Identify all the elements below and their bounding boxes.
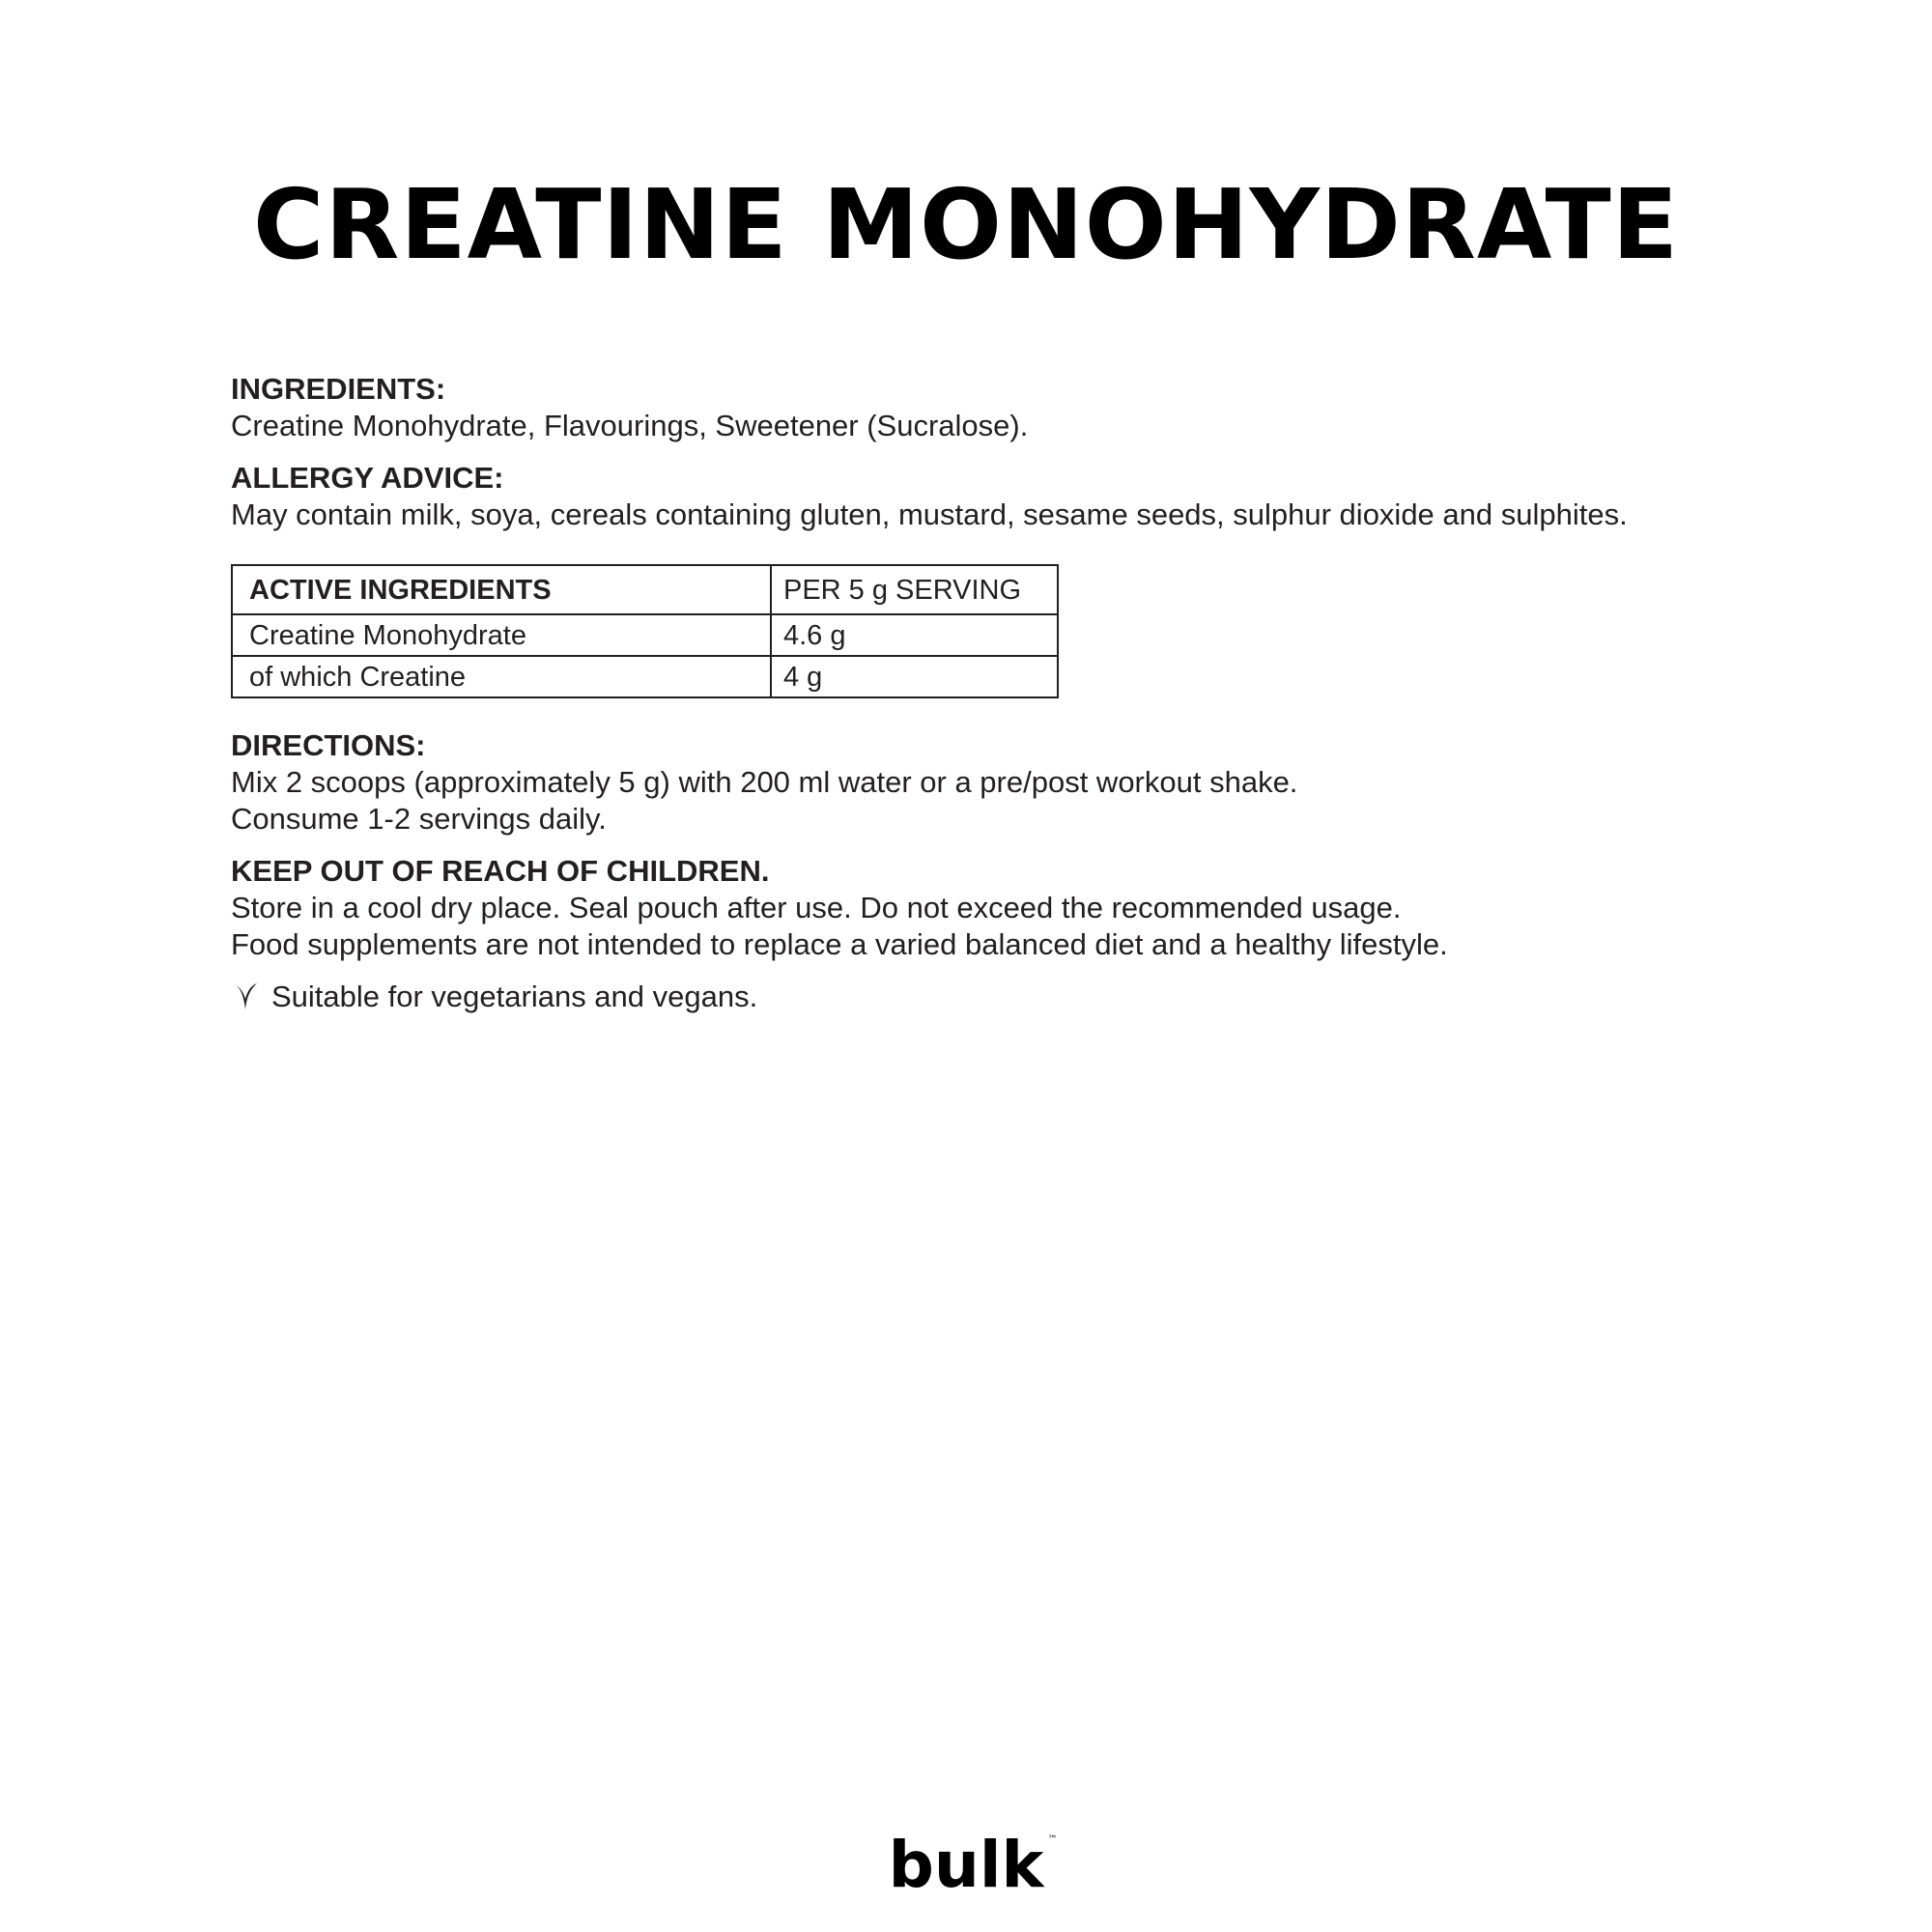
trademark-mark: ™ bbox=[1047, 1834, 1058, 1845]
warning-heading: KEEP OUT OF REACH OF CHILDREN. bbox=[231, 854, 770, 888]
page-title: CREATINE MONOHYDRATE bbox=[252, 168, 1680, 281]
ingredients-heading: INGREDIENTS: bbox=[231, 372, 446, 406]
brand-logo bbox=[0, 1828, 1932, 1902]
directions-heading: DIRECTIONS: bbox=[231, 728, 426, 762]
allergy-heading: ALLERGY ADVICE: bbox=[231, 461, 504, 495]
directions-line: Mix 2 scoops (approximately 5 g) with 200 ml water or a pre/post workout shake. bbox=[231, 765, 1298, 799]
table-header-cell: PER 5 g SERVING bbox=[771, 565, 1058, 614]
allergy-section bbox=[231, 460, 1738, 533]
label-content bbox=[231, 371, 1738, 1015]
vegan-leaf-icon bbox=[231, 980, 260, 1013]
warning-section bbox=[231, 853, 1738, 963]
table-row bbox=[232, 656, 1058, 697]
vegan-statement bbox=[231, 979, 1738, 1015]
brand-name: bulk bbox=[888, 1828, 1044, 1902]
directions-section bbox=[231, 727, 1738, 838]
table-row bbox=[232, 614, 1058, 656]
ingredients-section bbox=[231, 371, 1738, 444]
warning-line: Food supplements are not intended to replace a varied balanced diet and a healthy lifestyle. bbox=[231, 927, 1448, 961]
warning-line: Store in a cool dry place. Seal pouch after use. Do not exceed the recommended usage. bbox=[231, 891, 1402, 924]
vegan-text: Suitable for vegetarians and vegans. bbox=[271, 980, 758, 1013]
directions-line: Consume 1-2 servings daily. bbox=[231, 802, 607, 836]
allergy-text: May contain milk, soya, cereals containing gluten, mustard, sesame seeds, sulphur dioxide and sulphites. bbox=[231, 497, 1628, 531]
table-header-row bbox=[232, 565, 1058, 614]
active-ingredients-table bbox=[231, 564, 1059, 698]
table-header-cell: ACTIVE INGREDIENTS bbox=[232, 565, 771, 614]
ingredients-text: Creatine Monohydrate, Flavourings, Sweetener (Sucralose). bbox=[231, 409, 1029, 442]
table-cell: Creatine Monohydrate bbox=[232, 614, 771, 656]
table-cell: of which Creatine bbox=[232, 656, 771, 697]
table-cell: 4.6 g bbox=[771, 614, 1058, 656]
table-cell: 4 g bbox=[771, 656, 1058, 697]
